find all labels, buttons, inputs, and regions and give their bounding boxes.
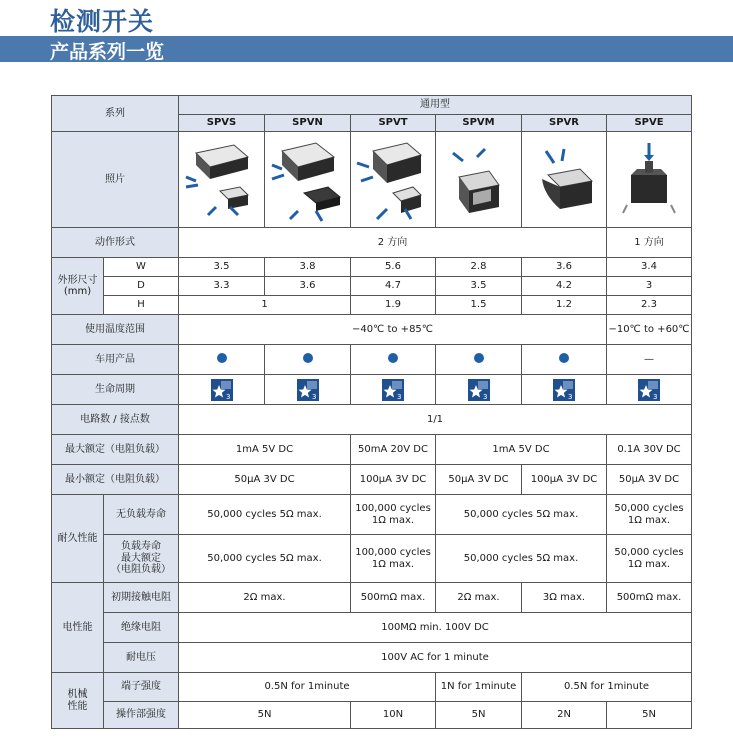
dim-d-value: 3.5	[436, 277, 522, 296]
load-life-value: 50,000 cycles 5Ω max.	[436, 535, 607, 583]
vehicle-dot	[559, 353, 569, 363]
svg-text:3: 3	[568, 392, 573, 401]
model-header: SPVS	[179, 115, 265, 132]
terminal-strength-value: 1N for 1minute	[436, 673, 522, 702]
operation-strength-value: 5N	[179, 702, 351, 729]
action-label: 动作形式	[52, 228, 179, 258]
durability-label: 耐久性能	[52, 495, 104, 583]
load-life-value: 100,000 cycles 1Ω max.	[351, 535, 436, 583]
product-photo-spvs	[179, 132, 265, 228]
dim-w-value: 3.5	[179, 258, 265, 277]
contact-resistance-value: 3Ω max.	[522, 583, 607, 613]
min-rating-value: 100μA 3V DC	[522, 465, 607, 495]
dim-d-value: 3.3	[179, 277, 265, 296]
noload-life-label: 无负载寿命	[104, 495, 179, 535]
contact-resistance-value: 500mΩ max.	[607, 583, 692, 613]
vehicle-dash: —	[607, 345, 692, 375]
noload-life-value: 50,000 cycles 1Ω max.	[607, 495, 692, 535]
dim-w-label: W	[104, 258, 179, 277]
lifecycle-star-icon	[211, 379, 233, 401]
temp-value: −40℃ to +85℃	[179, 315, 607, 345]
operation-strength-value: 5N	[436, 702, 522, 729]
dim-w-value: 5.6	[351, 258, 436, 277]
max-rating-value: 50mA 20V DC	[351, 435, 436, 465]
terminal-strength-label: 端子强度	[104, 673, 179, 702]
vehicle-dot	[303, 353, 313, 363]
dim-d-value: 4.2	[522, 277, 607, 296]
vehicle-dot	[474, 353, 484, 363]
circuits-value: 1/1	[179, 405, 692, 435]
section-title: 产品系列一览	[50, 41, 165, 63]
dim-w-value: 3.4	[607, 258, 692, 277]
dim-h-value: 1.2	[522, 296, 607, 315]
noload-life-value: 50,000 cycles 5Ω max.	[179, 495, 351, 535]
max-rating-value: 0.1A 30V DC	[607, 435, 692, 465]
load-life-value: 50,000 cycles 1Ω max.	[607, 535, 692, 583]
circuits-label: 电路数 / 接点数	[52, 405, 179, 435]
spec-table	[51, 95, 692, 729]
product-photo-spvn	[265, 132, 351, 228]
series-header: 系列	[52, 96, 179, 132]
operation-strength-value: 5N	[607, 702, 692, 729]
vehicle-dot	[217, 353, 227, 363]
svg-text:3: 3	[653, 392, 658, 401]
load-life-value: 50,000 cycles 5Ω max.	[179, 535, 351, 583]
terminal-strength-value: 0.5N for 1minute	[179, 673, 436, 702]
svg-text:3: 3	[311, 392, 316, 401]
operation-strength-value: 10N	[351, 702, 436, 729]
operation-strength-value: 2N	[522, 702, 607, 729]
model-header: SPVR	[522, 115, 607, 132]
lifecycle-star-icon	[382, 379, 404, 401]
electrical-label: 电性能	[52, 583, 104, 673]
action-value: 1 方向	[607, 228, 692, 258]
operation-strength-label: 操作部强度	[104, 702, 179, 729]
dim-h-value: 1.9	[351, 296, 436, 315]
min-rating-value: 50μA 3V DC	[179, 465, 351, 495]
contact-resistance-value: 500mΩ max.	[351, 583, 436, 613]
contact-resistance-value: 2Ω max.	[436, 583, 522, 613]
model-header: SPVE	[607, 115, 692, 132]
product-photo-spvr	[522, 132, 607, 228]
contact-resistance-value: 2Ω max.	[179, 583, 351, 613]
dims-label: 外形尺寸 (mm)	[52, 258, 104, 315]
temp-value: −10℃ to +60℃	[607, 315, 692, 345]
load-life-label: 负载寿命 最大额定 （电阻负载）	[104, 535, 179, 583]
lifecycle-star-icon	[553, 379, 575, 401]
min-rating-value: 50μA 3V DC	[436, 465, 522, 495]
dim-d-value: 4.7	[351, 277, 436, 296]
min-rating-value: 100μA 3V DC	[351, 465, 436, 495]
noload-life-value: 100,000 cycles 1Ω max.	[351, 495, 436, 535]
product-photo-spvt	[351, 132, 436, 228]
withstand-voltage-value: 100V AC for 1 minute	[179, 643, 692, 673]
min-rating-label: 最小额定（电阻负载）	[52, 465, 179, 495]
dim-h-value: 1.5	[436, 296, 522, 315]
dim-h-value: 2.3	[607, 296, 692, 315]
vehicle-dot	[388, 353, 398, 363]
dim-w-value: 3.6	[522, 258, 607, 277]
insulation-label: 绝缘电阻	[104, 613, 179, 643]
min-rating-value: 50μA 3V DC	[607, 465, 692, 495]
product-photo-spve	[607, 132, 692, 228]
model-header: SPVT	[351, 115, 436, 132]
contact-resistance-label: 初期接触电阻	[104, 583, 179, 613]
photo-label: 照片	[52, 132, 179, 228]
noload-life-value: 50,000 cycles 5Ω max.	[436, 495, 607, 535]
dim-h-value: 1	[179, 296, 351, 315]
dim-h-label: H	[104, 296, 179, 315]
section-banner	[0, 36, 733, 62]
insulation-value: 100MΩ min. 100V DC	[179, 613, 692, 643]
lifecycle-label: 生命周期	[52, 375, 179, 405]
dim-d-value: 3.6	[265, 277, 351, 296]
withstand-voltage-label: 耐电压	[104, 643, 179, 673]
lifecycle-star-icon	[638, 379, 660, 401]
dim-d-label: D	[104, 277, 179, 296]
temp-label: 使用温度范围	[52, 315, 179, 345]
product-photo-spvm	[436, 132, 522, 228]
max-rating-value: 1mA 5V DC	[179, 435, 351, 465]
max-rating-label: 最大额定（电阻负载）	[52, 435, 179, 465]
page-title: 检测开关	[50, 7, 155, 36]
dim-w-value: 3.8	[265, 258, 351, 277]
action-value: 2 方向	[179, 228, 607, 258]
max-rating-value: 1mA 5V DC	[436, 435, 607, 465]
mechanical-label: 机械 性能	[52, 673, 104, 729]
lifecycle-star-icon	[297, 379, 319, 401]
model-header: SPVN	[265, 115, 351, 132]
dim-w-value: 2.8	[436, 258, 522, 277]
terminal-strength-value: 0.5N for 1minute	[522, 673, 692, 702]
group-header: 通用型	[179, 96, 692, 115]
svg-text:3: 3	[397, 392, 402, 401]
lifecycle-star-icon	[468, 379, 490, 401]
svg-text:3: 3	[225, 392, 230, 401]
model-header: SPVM	[436, 115, 522, 132]
dim-d-value: 3	[607, 277, 692, 296]
svg-text:3: 3	[482, 392, 487, 401]
vehicle-label: 车用产品	[52, 345, 179, 375]
